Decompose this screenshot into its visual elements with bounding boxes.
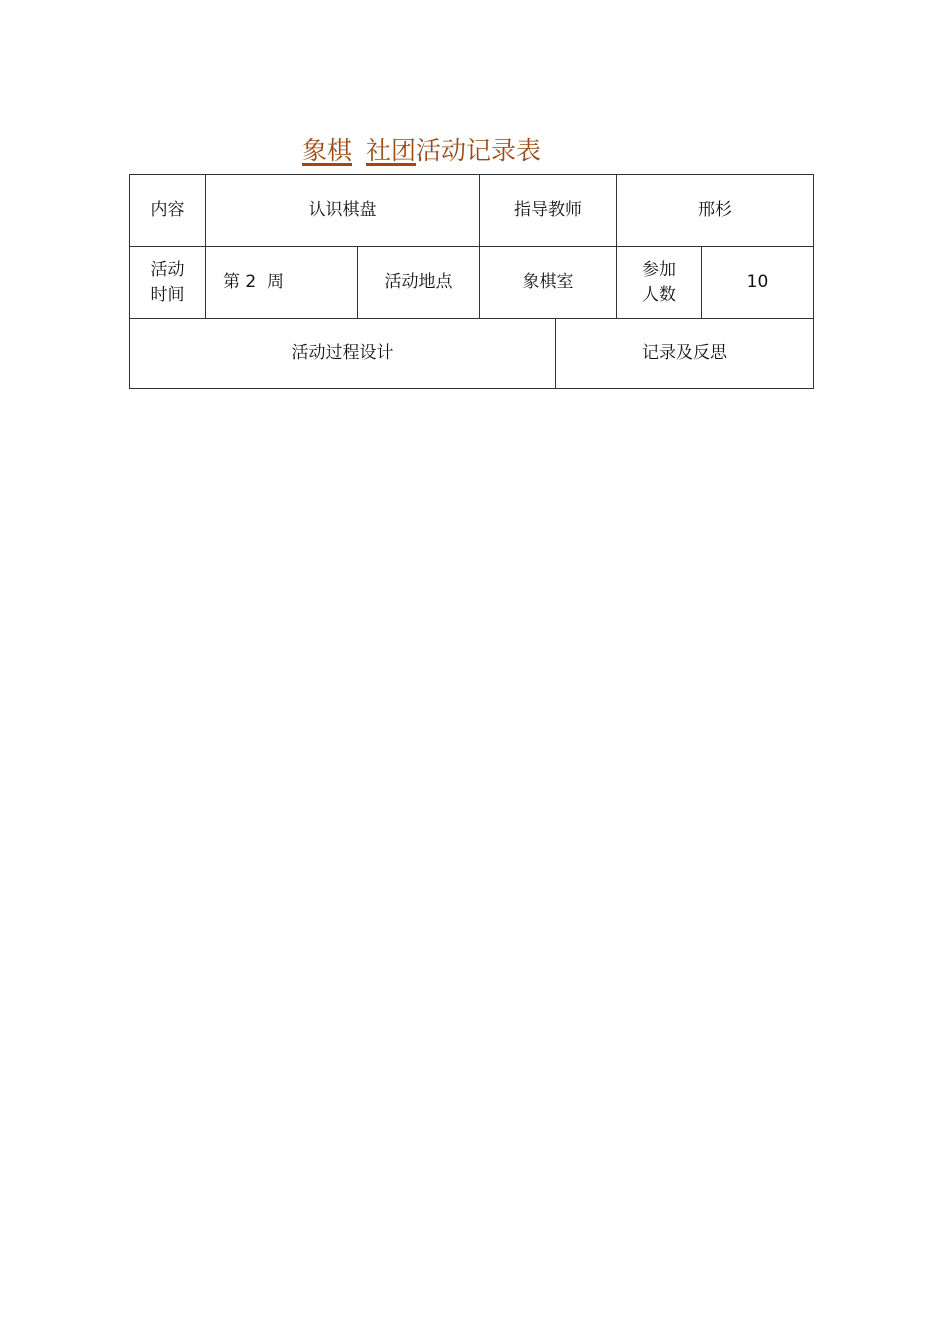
design-header: 活动过程设计 (291, 343, 394, 363)
place-label: 活动地点 (384, 272, 453, 292)
place-value: 象棋室 (522, 272, 574, 292)
time-label-line2: 时间 (150, 284, 185, 305)
time-value-cell (205, 246, 358, 319)
teacher-label: 指导教师 (514, 200, 582, 220)
count-label-line1: 参加 (642, 259, 676, 280)
place-label-cell (357, 246, 480, 319)
time-value: 第 2 周 (223, 272, 285, 292)
content-value: 认识棋盘 (308, 200, 377, 220)
content-value-cell (205, 174, 480, 247)
title-rest: 活动记录表 (416, 136, 542, 165)
count-label-cell (616, 246, 702, 319)
place-value-cell (479, 246, 617, 319)
teacher-value-cell (616, 174, 814, 247)
reflection-header-cell (555, 318, 814, 389)
title-club-name: 象棋 (302, 136, 353, 165)
title-club-suffix: 社团 (366, 136, 417, 165)
content-label: 内容 (150, 200, 185, 220)
time-label-line1: 活动 (150, 259, 185, 280)
content-label-cell (129, 174, 206, 247)
time-label-cell (129, 246, 206, 319)
teacher-value: 邢杉 (698, 200, 732, 220)
count-label-line2: 人数 (642, 284, 676, 305)
teacher-label-cell (479, 174, 617, 247)
count-value-cell (701, 246, 814, 319)
reflection-header: 记录及反思 (642, 343, 727, 363)
design-header-cell (129, 318, 556, 389)
count-value: 10 (746, 272, 769, 292)
document-title (288, 132, 541, 170)
title-club-blank (288, 136, 416, 165)
